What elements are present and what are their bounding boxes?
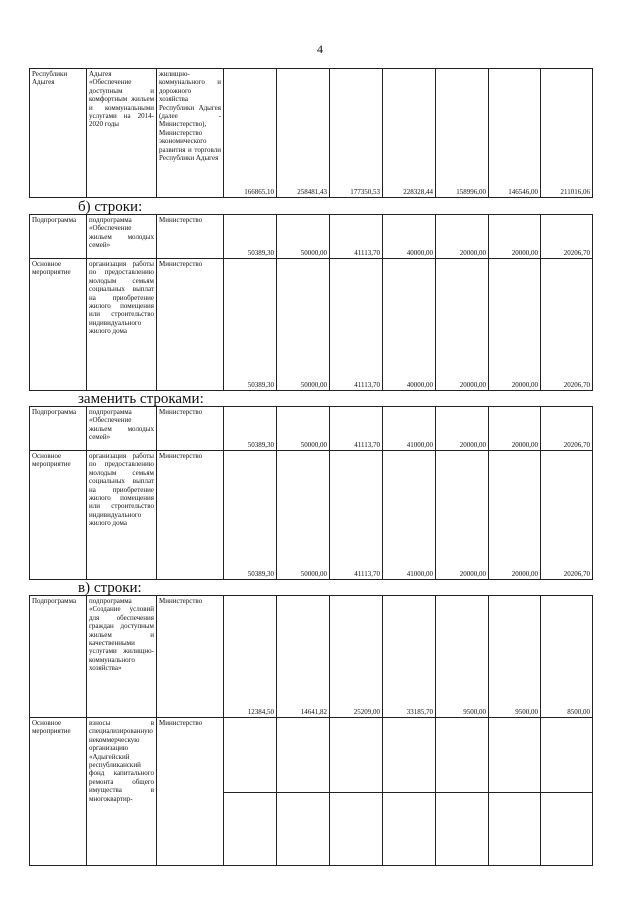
cell-value: 8500,00: [541, 596, 593, 718]
cell-executor: Министерство: [157, 215, 224, 259]
cell-value: 12384,50: [224, 596, 277, 718]
cell-value: 9500,00: [436, 596, 489, 718]
cell-value: 50389,30: [224, 451, 277, 580]
cell-level: Основное мероприятие: [30, 259, 87, 391]
cell-value-split: [489, 718, 541, 866]
cell-value: 20000,00: [489, 451, 541, 580]
cell-program-name: подпрограмма «Обеспечение жильем молодых семей»: [87, 407, 157, 451]
cell-value: 20000,00: [489, 259, 541, 391]
table-block-c: [29, 406, 593, 580]
page-number: 4: [317, 42, 323, 56]
cell-level: Республики Адыгея: [30, 69, 87, 198]
cell-level: Подпрограмма: [30, 215, 87, 259]
cell-value: 50000,00: [277, 259, 330, 391]
cell-value: 50389,30: [224, 215, 277, 259]
cell-value: 20206,70: [541, 407, 593, 451]
cell-executor: жилищно-коммунального и дорожного хозяйства Республики Адыгея (далее - Министерство), Министерство экономического развития и торговли Республики Адыгея: [157, 69, 224, 198]
cell-value: 33185,70: [383, 596, 436, 718]
cell-program-name: взносы в специализированную некоммерческую организацию «Адыгейский республиканский фонд капитального ремонта общего имущества в многоквартир-: [87, 718, 157, 866]
cell-value: 41000,00: [383, 407, 436, 451]
table-row: [30, 215, 593, 259]
cell-value: 146546,00: [489, 69, 541, 198]
cell-value: 41113,70: [330, 451, 383, 580]
cell-executor: Министерство: [157, 451, 224, 580]
cell-level: Подпрограмма: [30, 407, 87, 451]
table-row: [30, 596, 593, 718]
cell-value: 40000,00: [383, 215, 436, 259]
cell-value: 20000,00: [489, 407, 541, 451]
cell-value: 228328,44: [383, 69, 436, 198]
cell-value: 41113,70: [330, 407, 383, 451]
cell-value: 20000,00: [489, 215, 541, 259]
cell-value: 211016,06: [541, 69, 593, 198]
section-heading-v: в) строки:: [78, 580, 142, 596]
cell-program-name: Адыгея «Обеспечение доступным и комфортным жильем и коммунальными услугами на 2014-2020 годы: [87, 69, 157, 198]
cell-value: 20206,70: [541, 259, 593, 391]
cell-value: 20000,00: [436, 215, 489, 259]
cell-value: 177350,53: [330, 69, 383, 198]
cell-value-split: [224, 718, 277, 866]
cell-value: 50389,30: [224, 407, 277, 451]
cell-value: 20206,70: [541, 215, 593, 259]
cell-value: 40000,00: [383, 259, 436, 391]
cell-value: 20000,00: [436, 259, 489, 391]
table-row: [30, 451, 593, 580]
table-row: [30, 69, 593, 198]
cell-value-split: [330, 718, 383, 866]
cell-value: 41113,70: [330, 215, 383, 259]
cell-program-name: организация работы по предоставлению молодым семьям социальных выплат на приобретение жилого помещения или строительство индивидуального жилого дома: [87, 451, 157, 580]
cell-value: 50389,30: [224, 259, 277, 391]
cell-value: 20206,70: [541, 451, 593, 580]
cell-level: Подпрограмма: [30, 596, 87, 718]
cell-level: Основное мероприятие: [30, 451, 87, 580]
section-heading-b: б) строки:: [78, 199, 143, 215]
cell-level: Основное мероприятие: [30, 718, 87, 866]
cell-value: 41000,00: [383, 451, 436, 580]
cell-executor: Министерство: [157, 407, 224, 451]
cell-value-split: [436, 718, 489, 866]
table-row: [30, 259, 593, 391]
table-row: [30, 407, 593, 451]
cell-program-name: подпрограмма «Создание условий для обеспечения граждан доступным жильем и качественными услугами жилищно-коммунального хозяйства»: [87, 596, 157, 718]
cell-value: 50000,00: [277, 407, 330, 451]
cell-value: 20000,00: [436, 407, 489, 451]
cell-value: 166865,10: [224, 69, 277, 198]
cell-value: 158996,00: [436, 69, 489, 198]
cell-value: 41113,70: [330, 259, 383, 391]
cell-executor: Министерство: [157, 718, 224, 866]
cell-value: 9500,00: [489, 596, 541, 718]
table-block-b: [29, 214, 593, 391]
cell-value-split: [541, 718, 593, 866]
cell-value: 50000,00: [277, 451, 330, 580]
cell-value: 14641,82: [277, 596, 330, 718]
table-block-d: [29, 595, 593, 866]
cell-value: 50000,00: [277, 215, 330, 259]
cell-executor: Министерство: [157, 596, 224, 718]
cell-value: 25209,00: [330, 596, 383, 718]
cell-executor: Министерство: [157, 259, 224, 391]
cell-value-split: [383, 718, 436, 866]
cell-value: 258481,43: [277, 69, 330, 198]
cell-value: 20000,00: [436, 451, 489, 580]
cell-value-split: [277, 718, 330, 866]
table-row: [30, 718, 593, 866]
section-heading-replace: заменить строками:: [78, 391, 204, 407]
cell-program-name: организация работы по предоставлению молодым семьям социальных выплат на приобретение жилого помещения или строительство индивидуального жилого дома: [87, 259, 157, 391]
table-block-a: [29, 68, 593, 198]
cell-program-name: подпрограмма «Обеспечение жильем молодых семей»: [87, 215, 157, 259]
